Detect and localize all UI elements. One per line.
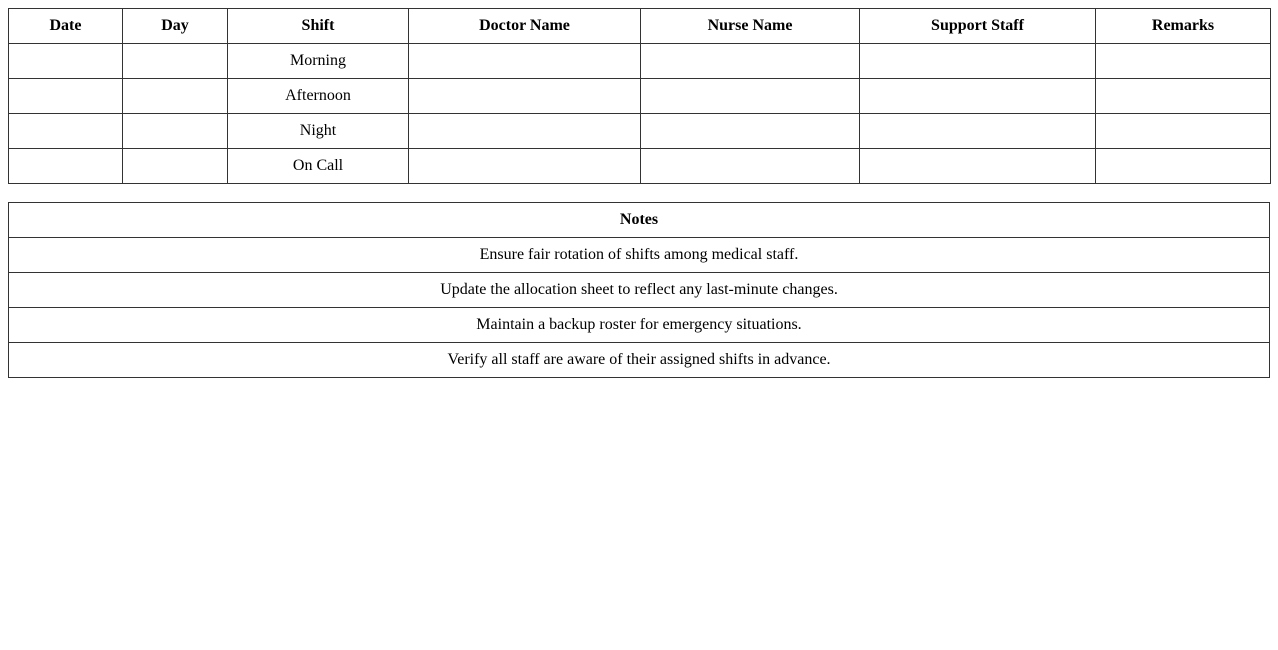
note-item: Ensure fair rotation of shifts among medical staff. [9, 238, 1270, 273]
support-staff-cell [860, 149, 1096, 184]
header-row [9, 9, 1271, 44]
date-cell [9, 114, 123, 149]
date-cell [9, 79, 123, 114]
note-row [9, 273, 1270, 308]
shift-cell: Morning [228, 44, 409, 79]
nurse-name-cell [641, 149, 860, 184]
doctor-name-cell [409, 114, 641, 149]
remarks-cell [1096, 79, 1271, 114]
day-cell [123, 114, 228, 149]
nurse-name-cell [641, 114, 860, 149]
notes-header: Notes [9, 203, 1270, 238]
note-row [9, 308, 1270, 343]
header-doctor-name: Doctor Name [409, 9, 641, 44]
table-row [9, 79, 1271, 114]
header-shift: Shift [228, 9, 409, 44]
shift-cell: Afternoon [228, 79, 409, 114]
date-cell [9, 149, 123, 184]
day-cell [123, 79, 228, 114]
day-cell [123, 44, 228, 79]
notes-header-row [9, 203, 1270, 238]
remarks-cell [1096, 44, 1271, 79]
date-cell [9, 44, 123, 79]
notes-table [8, 202, 1270, 378]
table-row [9, 114, 1271, 149]
header-support-staff: Support Staff [860, 9, 1096, 44]
note-row [9, 238, 1270, 273]
support-staff-cell [860, 79, 1096, 114]
shift-cell: On Call [228, 149, 409, 184]
table-row [9, 44, 1271, 79]
doctor-name-cell [409, 79, 641, 114]
note-item: Verify all staff are aware of their assigned shifts in advance. [9, 343, 1270, 378]
note-row [9, 343, 1270, 378]
shift-cell: Night [228, 114, 409, 149]
remarks-cell [1096, 149, 1271, 184]
shift-schedule-table [8, 8, 1271, 184]
nurse-name-cell [641, 44, 860, 79]
nurse-name-cell [641, 79, 860, 114]
note-item: Maintain a backup roster for emergency situations. [9, 308, 1270, 343]
note-item: Update the allocation sheet to reflect any last-minute changes. [9, 273, 1270, 308]
header-date: Date [9, 9, 123, 44]
remarks-cell [1096, 114, 1271, 149]
header-remarks: Remarks [1096, 9, 1271, 44]
table-row [9, 149, 1271, 184]
support-staff-cell [860, 44, 1096, 79]
header-day: Day [123, 9, 228, 44]
day-cell [123, 149, 228, 184]
header-nurse-name: Nurse Name [641, 9, 860, 44]
doctor-name-cell [409, 149, 641, 184]
doctor-name-cell [409, 44, 641, 79]
support-staff-cell [860, 114, 1096, 149]
